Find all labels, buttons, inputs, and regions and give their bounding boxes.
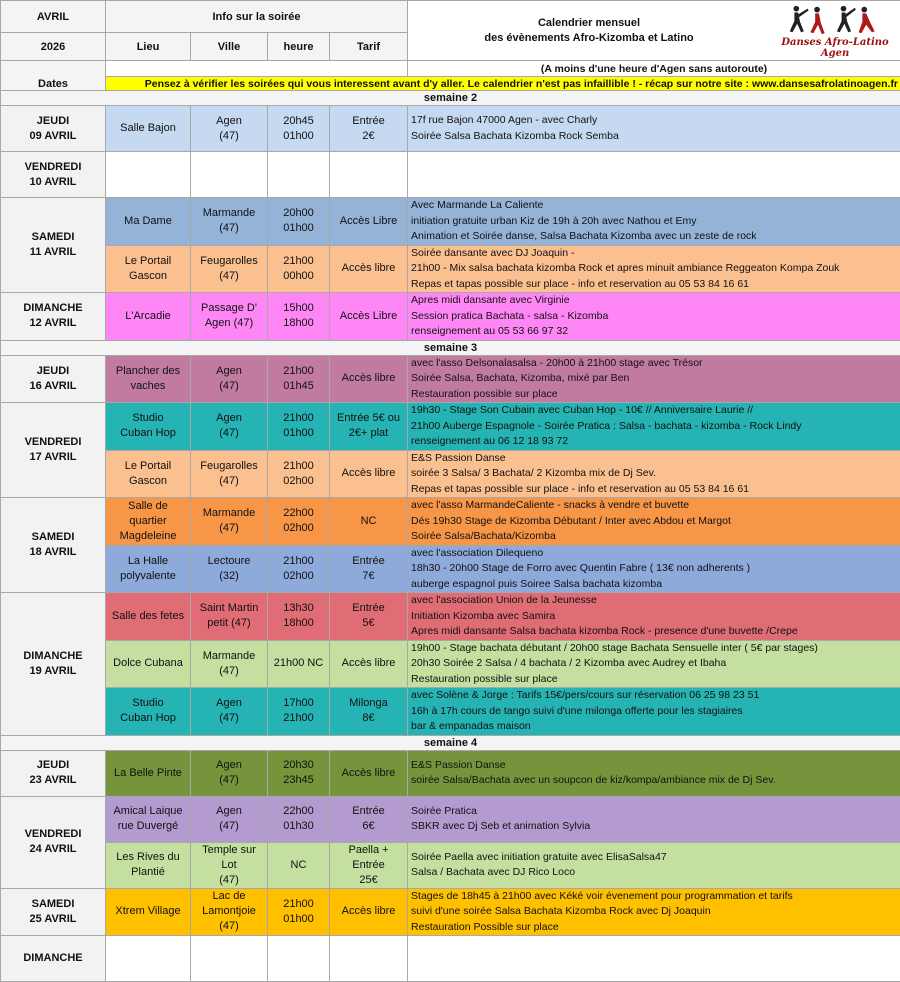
price: Entrée 5€ ou 2€+ plat xyxy=(330,403,408,451)
venue: Studio Cuban Hop xyxy=(106,688,191,736)
dates-label: Dates xyxy=(1,61,106,91)
city: Saint Martin petit (47) xyxy=(191,593,268,641)
venue: Salle Bajon xyxy=(106,106,191,152)
day-label: DIMANCHE 12 AVRIL xyxy=(1,293,106,341)
event-info: avec Solène & Jorge : Tarifs 15€/pers/cours sur réservation 06 25 98 23 51 16h à 17h cours de tango suivi d'une milonga offerte pour les stagiaires bar & empanadas maison xyxy=(408,688,900,736)
day-label: DIMANCHE 19 AVRIL xyxy=(1,593,106,736)
venue: Salle des fetes xyxy=(106,593,191,641)
city: Lac de Lamontjoie (47) xyxy=(191,888,268,936)
price: Accès libre xyxy=(330,245,408,293)
event-info: avec l'asso MarmandeCaliente - snacks à vendre et buvette Dés 19h30 Stage de Kizomba Débutant / Inter avec Abdou et Margot Soirée Salsa/Bachata/Kizomba xyxy=(408,498,900,546)
calendar-subtitle: (A moins d'une heure d'Agen sans autoroute) xyxy=(408,61,900,77)
venue: La Belle Pinte xyxy=(106,750,191,796)
price: Entrée 2€ xyxy=(330,106,408,152)
venue: Salle de quartier Magdeleine xyxy=(106,498,191,546)
day-label: JEUDI 09 AVRIL xyxy=(1,106,106,152)
city: Lectoure (32) xyxy=(191,545,268,593)
time: 21h00 NC xyxy=(268,640,330,688)
event-info: Apres midi dansante avec Virginie Session pratica Bachata - salsa - Kizomba renseignement au 05 53 66 97 32 xyxy=(408,293,900,341)
price: Accès libre xyxy=(330,888,408,936)
week-header: semaine 3 xyxy=(1,340,900,355)
venue: La Halle polyvalente xyxy=(106,545,191,593)
time: 21h00 02h00 xyxy=(268,450,330,498)
time: NC xyxy=(268,842,330,888)
event-info: avec l'asso Delsonalasalsa - 20h00 à 21h00 stage avec Trésor Soirée Salsa, Bachata, Kizomba, mixé par Ben Restauration possible sur place xyxy=(408,355,900,403)
venue: Xtrem Village xyxy=(106,888,191,936)
price: Accès libre xyxy=(330,640,408,688)
time: 21h00 02h00 xyxy=(268,545,330,593)
price: Accès libre xyxy=(330,355,408,403)
city: Feugarolles (47) xyxy=(191,450,268,498)
day-label: VENDREDI 24 AVRIL xyxy=(1,796,106,888)
day-label: JEUDI 23 AVRIL xyxy=(1,750,106,796)
col-header-ville: Ville xyxy=(191,33,268,61)
day-label: SAMEDI 25 AVRIL xyxy=(1,888,106,936)
venue: Le Portail Gascon xyxy=(106,245,191,293)
col-header-tarif: Tarif xyxy=(330,33,408,61)
day-label: VENDREDI 17 AVRIL xyxy=(1,403,106,498)
time: 15h00 18h00 xyxy=(268,293,330,341)
venue: Amical Laique rue Duvergé xyxy=(106,796,191,842)
event-info: 17f rue Bajon 47000 Agen - avec Charly Soirée Salsa Bachata Kizomba Rock Semba xyxy=(408,106,900,152)
calendar-title-line1: Calendrier mensuel xyxy=(408,16,770,31)
event-info: Avec Marmande La Caliente initiation gratuite urban Kiz de 19h à 20h avec Nathou et Emy Animation et Soirée danse, Salsa Bachata Kizomba avec un zeste de rock xyxy=(408,198,900,246)
col-header-lieu: Lieu xyxy=(106,33,191,61)
city: Temple sur Lot (47) xyxy=(191,842,268,888)
venue: Plancher des vaches xyxy=(106,355,191,403)
col-header-heure: heure xyxy=(268,33,330,61)
time: 21h00 01h45 xyxy=(268,355,330,403)
info-header: Info sur la soirée xyxy=(106,1,408,33)
day-label: SAMEDI 18 AVRIL xyxy=(1,498,106,593)
price: Accès Libre xyxy=(330,293,408,341)
price: Entrée 7€ xyxy=(330,545,408,593)
calendar-title-line2: des évènements Afro-Kizomba et Latino xyxy=(408,31,770,46)
city: Marmande (47) xyxy=(191,198,268,246)
city: Feugarolles (47) xyxy=(191,245,268,293)
city: Agen (47) xyxy=(191,796,268,842)
time: 22h00 02h00 xyxy=(268,498,330,546)
venue: Les Rives du Plantié xyxy=(106,842,191,888)
event-info: Soirée dansante avec DJ Joaquin - 21h00 - Mix salsa bachata kizomba Rock et apres minuit ambiance Reggeaton Kompa Zouk Repas et tapas possible sur place - info et reservation au 05 53 84 16 61 xyxy=(408,245,900,293)
event-info: 19h30 - Stage Son Cubain avec Cuban Hop - 10€ // Anniversaire Laurie // 21h00 Auberge Espagnole - Soirée Pratica : Salsa - bachata - kizomba - Rock Lindy renseignement au 06 12 18 93 72 xyxy=(408,403,900,451)
city: Marmande (47) xyxy=(191,640,268,688)
time: 20h30 23h45 xyxy=(268,750,330,796)
venue: Ma Dame xyxy=(106,198,191,246)
event-info: E&S Passion Danse soirée 3 Salsa/ 3 Bachata/ 2 Kizomba mix de Dj Sev. Repas et tapas possible sur place - info et reservation au 05 53 84 16 61 xyxy=(408,450,900,498)
title-area xyxy=(408,1,900,61)
time: 13h30 18h00 xyxy=(268,593,330,641)
time: 20h00 01h00 xyxy=(268,198,330,246)
city: Marmande (47) xyxy=(191,498,268,546)
price: Milonga 8€ xyxy=(330,688,408,736)
day-label: JEUDI 16 AVRIL xyxy=(1,355,106,403)
event-info: 19h00 - Stage bachata débutant / 20h00 stage Bachata Sensuelle inter ( 5€ par stages) 20h30 Soirée 2 Salsa / 4 bachata / 2 Kizomba avec Audrey et Ibaha Restauration possible sur place xyxy=(408,640,900,688)
time: 21h00 01h00 xyxy=(268,888,330,936)
day-label: SAMEDI 11 AVRIL xyxy=(1,198,106,293)
time: 17h00 21h00 xyxy=(268,688,330,736)
year-label: 2026 xyxy=(1,33,106,61)
event-info: avec l'association Dilequeno 18h30 - 20h00 Stage de Forro avec Quentin Fabre ( 13€ non adherents ) auberge espagnol puis Soiree Salsa bachata kizomba xyxy=(408,545,900,593)
event-info: Stages de 18h45 à 21h00 avec Kéké voir évenement pour programmation et tarifs suivi d'une soirée Salsa Bachata Kizomba Rock avec Dj Joaquin Restauration Possible sur place xyxy=(408,888,900,936)
time: 21h00 00h00 xyxy=(268,245,330,293)
dancers-logo-icon xyxy=(780,3,890,37)
event-info: Soirée Pratica SBKR avec Dj Seb et animation Sylvia xyxy=(408,796,900,842)
month-label: AVRIL xyxy=(1,1,106,33)
week-header: semaine 2 xyxy=(1,91,900,106)
price: Accès Libre xyxy=(330,198,408,246)
price: Accès libre xyxy=(330,450,408,498)
venue: L'Arcadie xyxy=(106,293,191,341)
notice-banner xyxy=(106,77,900,91)
price: NC xyxy=(330,498,408,546)
venue: Dolce Cubana xyxy=(106,640,191,688)
venue: Le Portail Gascon xyxy=(106,450,191,498)
day-label: DIMANCHE xyxy=(1,936,106,982)
logo xyxy=(770,3,900,59)
price: Entrée 6€ xyxy=(330,796,408,842)
event-info: avec l'association Union de la Jeunesse Initiation Kizomba avec Samira Apres midi dansante Salsa bachata kizomba Rock - presence d'une buvette /Crepe xyxy=(408,593,900,641)
time: 21h00 01h00 xyxy=(268,403,330,451)
notice-text: Pensez à vérifier les soirées qui vous interessent avant d'y aller. Le calendrier n'est pas infaillible ! - récap sur notre site : www.dansesafrolatinoagen.fr xyxy=(145,78,898,90)
city: Agen (47) xyxy=(191,688,268,736)
city: Agen (47) xyxy=(191,106,268,152)
event-info: E&S Passion Danse soirée Salsa/Bachata avec un soupcon de kiz/kompa/ambiance mix de Dj Sev. xyxy=(408,750,900,796)
time: 22h00 01h30 xyxy=(268,796,330,842)
price: Accès libre xyxy=(330,750,408,796)
city: Agen (47) xyxy=(191,403,268,451)
price: Entrée 5€ xyxy=(330,593,408,641)
time: 20h45 01h00 xyxy=(268,106,330,152)
price: Paella + Entrée 25€ xyxy=(330,842,408,888)
logo-text: Danses Afro-Latino Agen xyxy=(770,37,900,59)
city: Agen (47) xyxy=(191,355,268,403)
venue: Studio Cuban Hop xyxy=(106,403,191,451)
event-info: Soirée Paella avec initiation gratuite avec ElisaSalsa47 Salsa / Bachata avec DJ Rico Loco xyxy=(408,842,900,888)
day-label: VENDREDI 10 AVRIL xyxy=(1,152,106,198)
city: Agen (47) xyxy=(191,750,268,796)
week-header: semaine 4 xyxy=(1,735,900,750)
city: Passage D' Agen (47) xyxy=(191,293,268,341)
